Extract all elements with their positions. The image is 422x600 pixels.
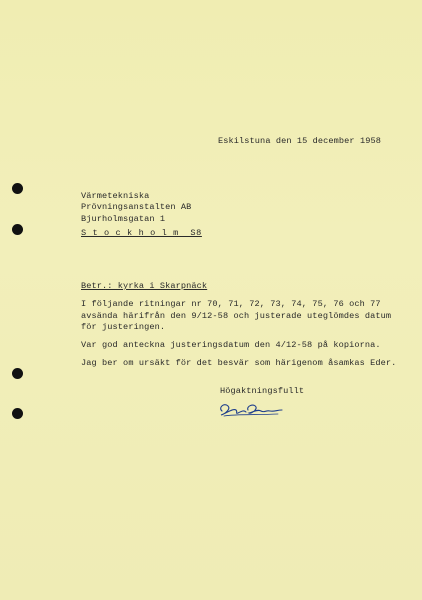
- place-date: Eskilstuna den 15 december 1958: [218, 136, 381, 146]
- body-line: för justeringen.: [81, 322, 166, 332]
- recipient-line: Bjurholmsgatan 1: [81, 214, 166, 224]
- punch-hole: [12, 183, 23, 194]
- body-line: Var god anteckna justeringsdatum den 4/12-58 på kopiorna.: [81, 340, 381, 350]
- body-line: I följande ritningar nr 70, 71, 72, 73, 74, 75, 76 och 77: [81, 299, 381, 309]
- closing: Högaktningsfullt: [220, 386, 305, 396]
- body-line: Jag ber om ursäkt för det besvär som härigenom åsamkas Eder.: [81, 358, 397, 368]
- subject-line: Betr.: kyrka i Skarpnäck: [81, 281, 208, 291]
- body-line: avsända härifrån den 9/12-58 och justerade uteglömdes datum: [81, 311, 392, 321]
- punch-hole: [12, 368, 23, 379]
- punch-hole: [12, 408, 23, 419]
- recipient-line: Värmetekniska: [81, 191, 150, 201]
- recipient-city: S t o c k h o l m S8: [81, 228, 202, 238]
- handwritten-signature: [216, 398, 286, 420]
- recipient-line: Prövningsanstalten AB: [81, 202, 192, 212]
- punch-hole: [12, 224, 23, 235]
